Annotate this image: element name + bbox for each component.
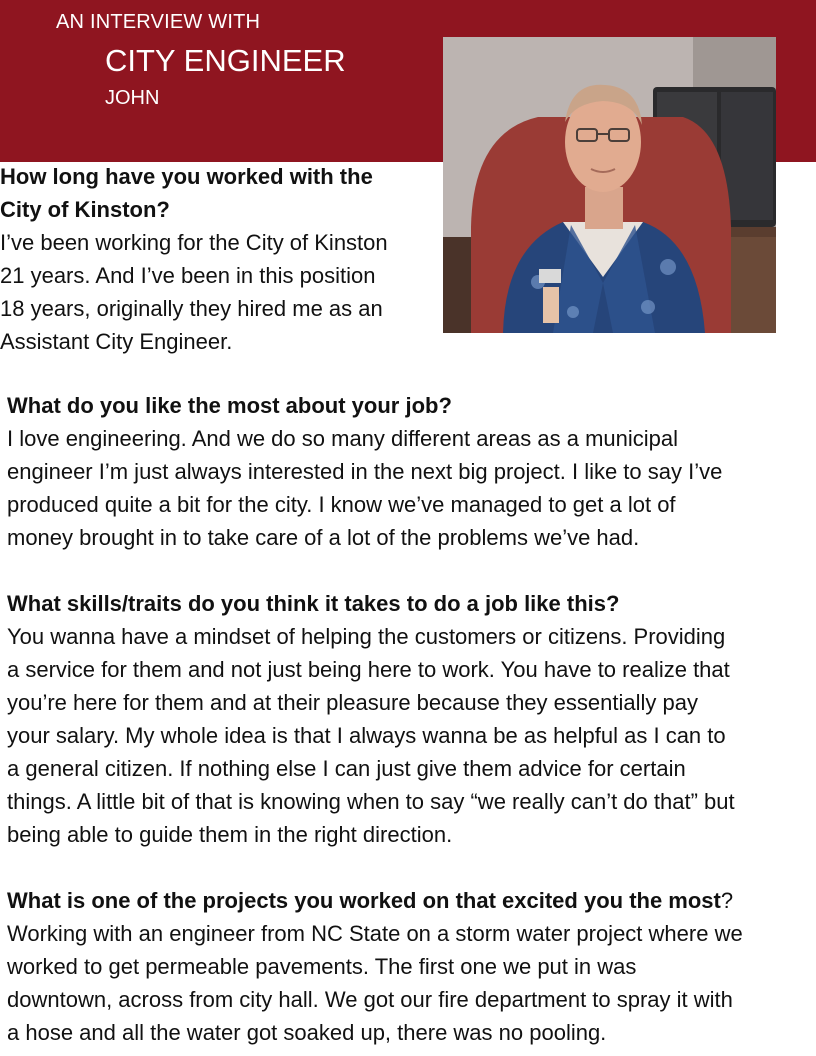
question-tenure: How long have you worked with the City of Kinston?	[0, 164, 373, 222]
interview-item-tenure	[0, 160, 440, 358]
portrait-illustration	[443, 37, 776, 333]
question-skills: What skills/traits do you think it takes to do a job like this?	[7, 591, 620, 616]
question-likes: What do you like the most about your job?	[7, 393, 452, 418]
question-projects: What is one of the projects you worked on that excited you the most?	[7, 888, 734, 913]
interviewee-name: JOHN	[105, 87, 160, 109]
interview-item-likes	[7, 389, 813, 554]
interview-item-skills	[7, 587, 813, 851]
header-title: CITY ENGINEER	[105, 43, 346, 78]
answer-skills: You wanna have a mindset of helping the customers or citizens. Providing a service for them and not just being here to work. You have to realize that you’re here for them and at their pleasure because they essentially pay your salary. My whole idea is that I always wanna be as helpful as I can to a general citizen. If nothing else I can just give them advice for certain things. A little bit of that is knowing when to say “we really can’t do that” but being able to guide them in the right direction.	[7, 624, 735, 847]
answer-tenure: I’ve been working for the City of Kinston 21 years. And I’ve been in this position 18 years, originally they hired me as an Assistant City Engineer.	[0, 230, 388, 354]
header-kicker: AN INTERVIEW WITH	[56, 11, 261, 33]
answer-likes: I love engineering. And we do so many different areas as a municipal engineer I’m just always interested in the next big project. I like to say I’ve produced quite a bit for the city. I know we’ve managed to get a lot of money brought in to take care of a lot of the problems we’ve had.	[7, 426, 723, 550]
interviewee-photo	[443, 37, 776, 333]
answer-projects: Working with an engineer from NC State on a storm water project where we worked to get permeable pavements. The first one we put in was downtown, across from city hall. We got our fire department to spray it with a hose and all the water got soaked up, there was no pooling.	[7, 921, 743, 1045]
interview-item-projects	[7, 884, 816, 1049]
